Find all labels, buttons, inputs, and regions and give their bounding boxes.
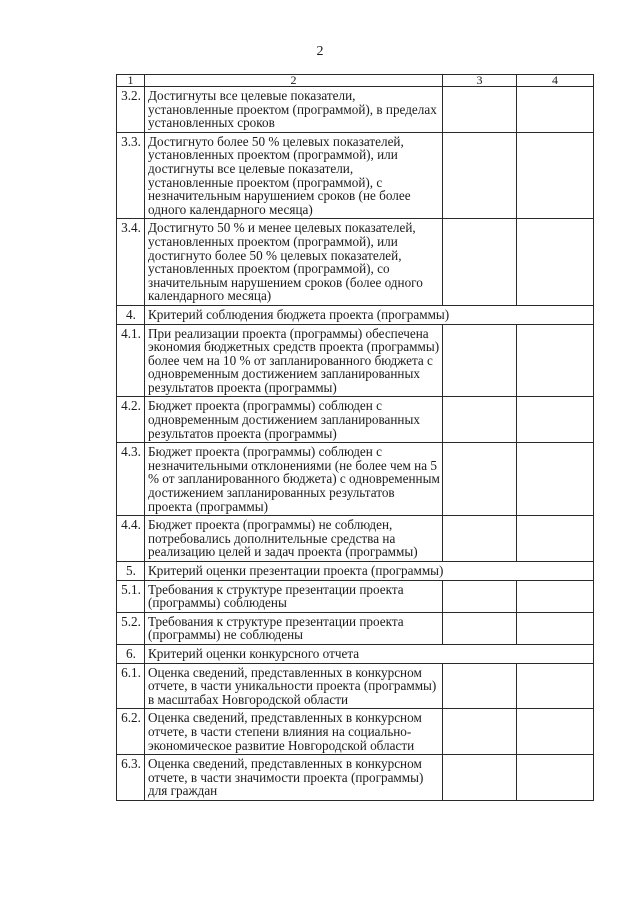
section-row: [117, 644, 594, 663]
row-cell-4: [517, 132, 594, 219]
table-row: [117, 663, 594, 709]
table-row: [117, 87, 594, 133]
table-row: [117, 397, 594, 443]
row-number: 6.2.: [117, 709, 145, 755]
criteria-table: [116, 74, 594, 801]
table-row: [117, 580, 594, 612]
table-row: [117, 612, 594, 644]
page-number: 2: [316, 44, 324, 59]
row-text: Достигнуты все целевые показатели, установленные проектом (программой), в пределах установленных сроков: [145, 87, 443, 133]
row-cell-4: [517, 580, 594, 612]
row-cell-3: [443, 397, 517, 443]
column-header: 1: [117, 75, 145, 87]
row-cell-3: [443, 516, 517, 562]
row-text: Бюджет проекта (программы) соблюден с одновременным достижением запланированных результатов проекта (программы): [145, 397, 443, 443]
section-title: Критерий оценки презентации проекта (программы): [145, 562, 594, 581]
row-cell-3: [443, 132, 517, 219]
section-title: Критерий соблюдения бюджета проекта (программы): [145, 305, 594, 324]
table-row: [117, 709, 594, 755]
row-cell-4: [517, 397, 594, 443]
row-number: 4.2.: [117, 397, 145, 443]
row-text: Бюджет проекта (программы) не соблюден, потребовались дополнительные средства на реализацию целей и задач проекта (программы): [145, 516, 443, 562]
row-text: Достигнуто 50 % и менее целевых показателей, установленных проектом (программой), или достигнуто более 50 % целевых показателей, установленных проектом (программой), со значительным нарушением сроков (более одного календарного месяца): [145, 219, 443, 306]
row-cell-3: [443, 663, 517, 709]
row-cell-4: [517, 87, 594, 133]
row-cell-4: [517, 709, 594, 755]
section-number: 6.: [117, 644, 145, 663]
row-number: 6.3.: [117, 755, 145, 801]
row-number: 6.1.: [117, 663, 145, 709]
row-text: Оценка сведений, представленных в конкурсном отчете, в части уникальности проекта (программы) в масштабах Новгородской области: [145, 663, 443, 709]
row-cell-3: [443, 219, 517, 306]
row-text: Требования к структуре презентации проекта (программы) не соблюдены: [145, 612, 443, 644]
table-row: [117, 755, 594, 801]
row-cell-4: [517, 663, 594, 709]
row-number: 4.4.: [117, 516, 145, 562]
row-cell-3: [443, 580, 517, 612]
table-body: [117, 87, 594, 801]
row-text: При реализации проекта (программы) обеспечена экономия бюджетных средств проекта (программы) более чем на 10 % от запланированного бюджета с одновременным достижением запланированных результатов проекта (программы): [145, 324, 443, 397]
row-text: Оценка сведений, представленных в конкурсном отчете, в части значимости проекта (программы) для граждан: [145, 755, 443, 801]
row-cell-4: [517, 219, 594, 306]
row-number: 5.1.: [117, 580, 145, 612]
row-text: Требования к структуре презентации проекта (программы) соблюдены: [145, 580, 443, 612]
row-number: 5.2.: [117, 612, 145, 644]
row-number: 3.3.: [117, 132, 145, 219]
row-cell-4: [517, 755, 594, 801]
row-number: 3.4.: [117, 219, 145, 306]
row-number: 4.3.: [117, 443, 145, 516]
section-number: 5.: [117, 562, 145, 581]
row-text: Оценка сведений, представленных в конкурсном отчете, в части степени влияния на социально-экономическое развитие Новгородской области: [145, 709, 443, 755]
row-text: Достигнуто более 50 % целевых показателей, установленных проектом (программой), или достигнуты все целевые показатели, установленные проектом (программой), с незначительным нарушением сроков (не более одного календарного месяца): [145, 132, 443, 219]
row-cell-4: [517, 324, 594, 397]
row-cell-3: [443, 87, 517, 133]
table-row: [117, 516, 594, 562]
table-row: [117, 443, 594, 516]
row-number: 3.2.: [117, 87, 145, 133]
row-cell-3: [443, 755, 517, 801]
column-header: 3: [443, 75, 517, 87]
row-cell-3: [443, 612, 517, 644]
row-cell-3: [443, 709, 517, 755]
table-header-row: [117, 75, 594, 87]
row-cell-4: [517, 612, 594, 644]
section-title: Критерий оценки конкурсного отчета: [145, 644, 594, 663]
row-cell-3: [443, 324, 517, 397]
section-row: [117, 562, 594, 581]
row-cell-4: [517, 443, 594, 516]
table-row: [117, 132, 594, 219]
table-row: [117, 219, 594, 306]
row-cell-3: [443, 443, 517, 516]
section-row: [117, 305, 594, 324]
column-header: 4: [517, 75, 594, 87]
column-header: 2: [145, 75, 443, 87]
section-number: 4.: [117, 305, 145, 324]
row-cell-4: [517, 516, 594, 562]
table-row: [117, 324, 594, 397]
row-number: 4.1.: [117, 324, 145, 397]
row-text: Бюджет проекта (программы) соблюден с незначительными отклонениями (не более чем на 5 % от запланированного бюджета) с одновременным достижением запланированных результатов проекта (программы): [145, 443, 443, 516]
